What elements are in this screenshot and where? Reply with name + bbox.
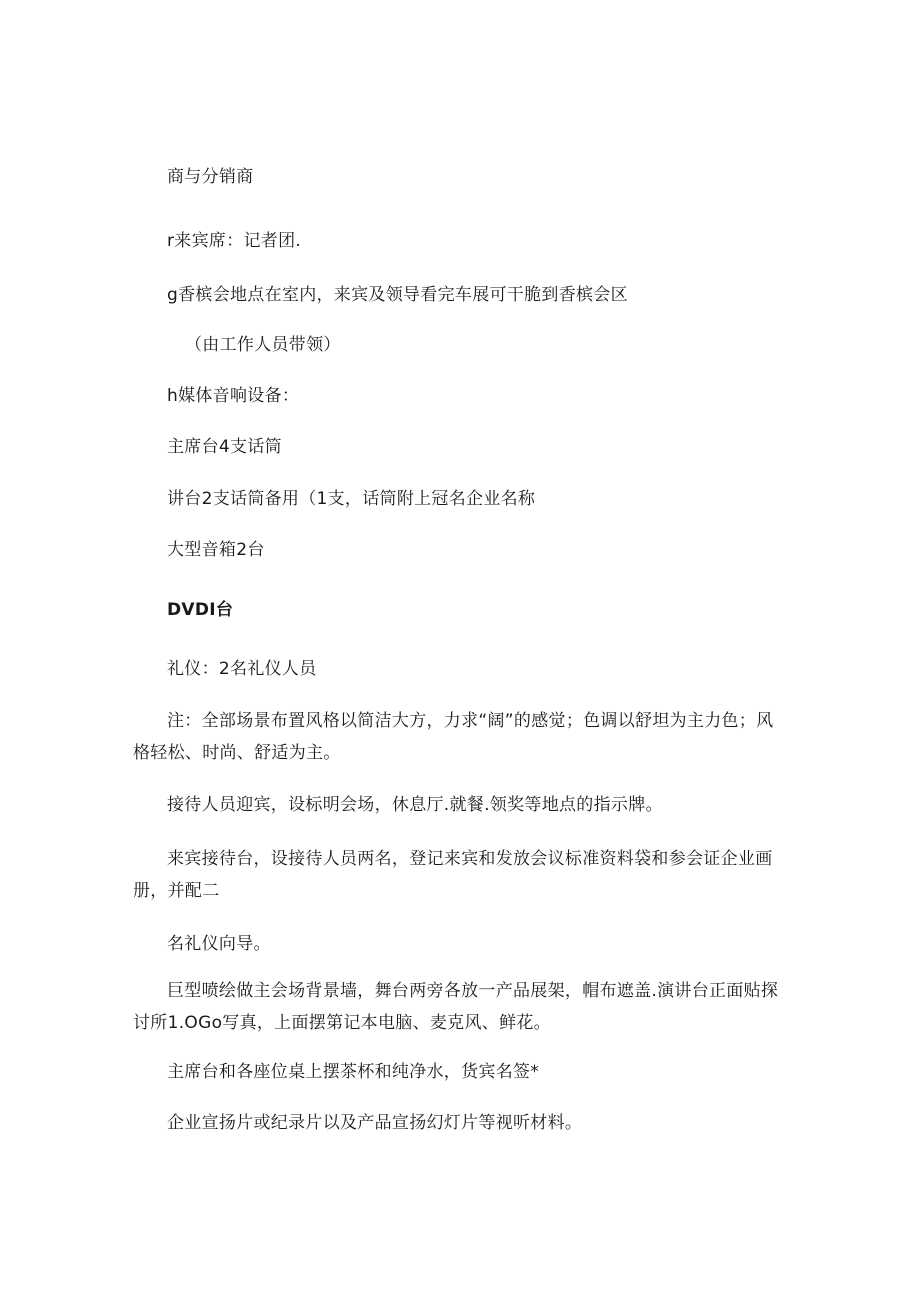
text-line-guest-seats: r来宾席：记者团. — [167, 231, 302, 251]
text-line-champagne-venue: g香槟会地点在室内，来宾及领导看完车展可干脆到香槟会区 — [167, 285, 628, 305]
text-line-podium-mics: 主席台4支话筒 — [167, 437, 282, 457]
text-line-staff-lead: （由工作人员带领） — [185, 335, 341, 355]
text-line-av-materials: 企业宣扬片或纪录片以及产品宣扬幻灯片等视听材料。 — [167, 1113, 583, 1133]
text-line-lectern-mics: 讲台2支话筒备用（1支，话筒附上冠名企业名称 — [167, 489, 536, 509]
text-line-dvd: DVDI台 — [167, 600, 234, 620]
paragraph-reception-desk: 来宾接待台，设接待人员两名，登记来宾和发放会议标准资料袋和参会证企业画册，并配二 — [133, 849, 773, 901]
paragraph-reception-signs: 接待人员迎宾，设标明会场，休息厅.就餐.领奖等地点的指示牌。 — [167, 795, 663, 815]
text-line-media-audio: h媒体音响设备： — [167, 386, 300, 406]
paragraph-backdrop: 巨型喷绘做主会场背景墙，舞台两旁各放一产品展架，帽布遮盖.演讲台正面贴探讨所1.OGo写真，上面摆第记本电脑、麦克风、鲜花。 — [133, 981, 779, 1033]
text-line-tea-water: 主席台和各座位桌上摆茶杯和纯净水，货宾名签* — [167, 1062, 540, 1082]
paragraph-style-note: 注：全部场景布置风格以简洁大方，力求“阔”的感觉；色调以舒坦为主力色；风格轻松、时尚、舒适为主。 — [133, 711, 774, 763]
text-line-distributors: 商与分销商 — [167, 167, 254, 187]
text-line-speakers: 大型音箱2台 — [167, 540, 265, 560]
text-line-etiquette: 礼仪：2名礼仪人员 — [167, 659, 317, 679]
text-line-guides: 名礼仪向导。 — [167, 934, 271, 954]
